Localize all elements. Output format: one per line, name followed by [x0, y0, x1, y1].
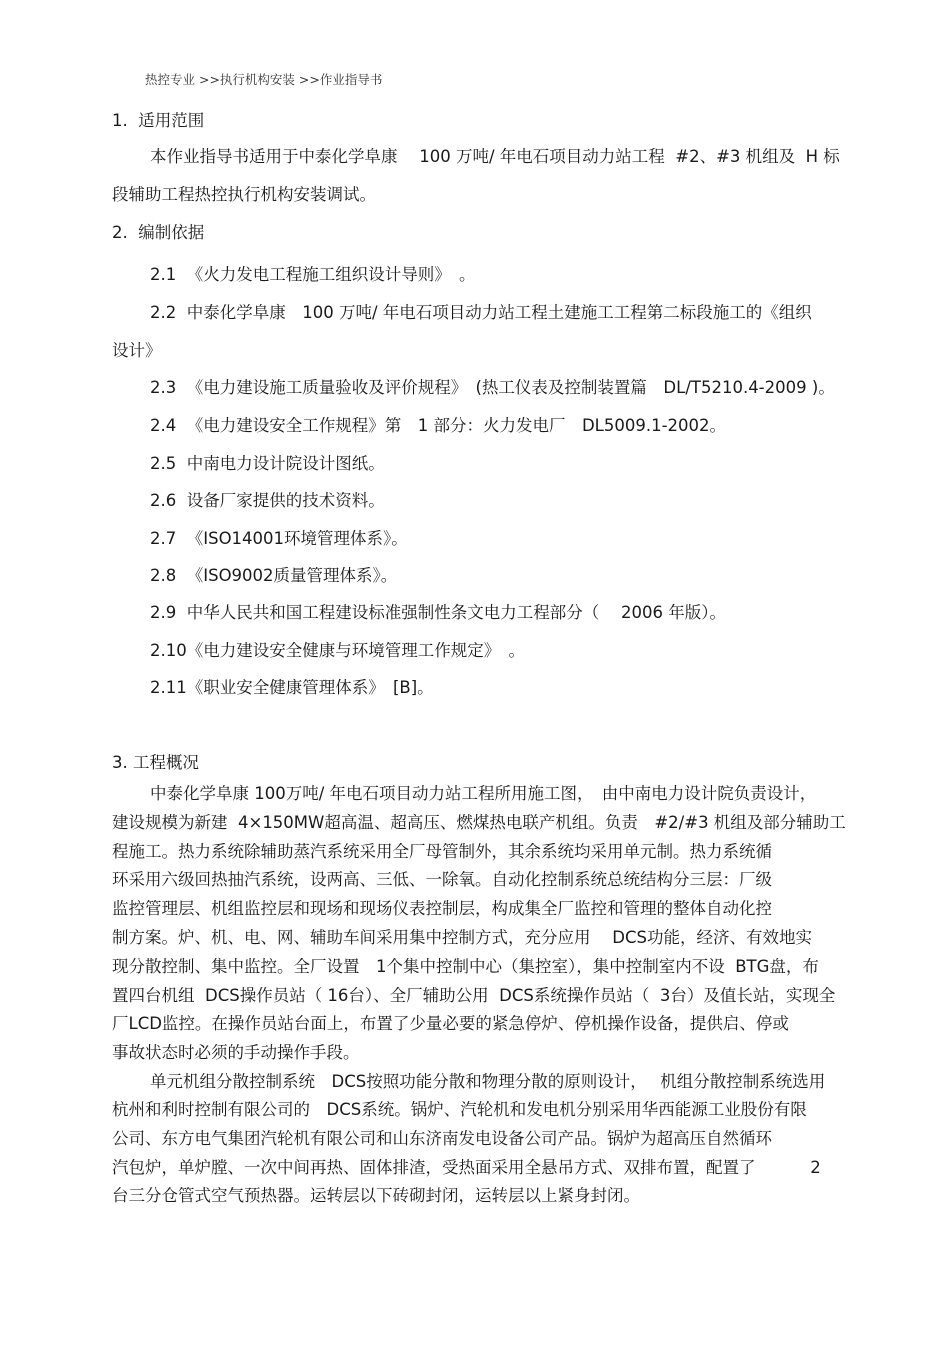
section-2-item: 2.5 中南电力设计院设计图纸。: [150, 454, 385, 473]
section-1-line-1: 本作业指导书适用于中泰化学阜康 100 万吨/ 年电石项目动力站工程 #2、#3 机组及 H 标: [150, 147, 840, 166]
section-3-para-1-line: 制方案。炉、机、电、网、辅助车间采用集中控制方式，充分应用 DCS功能，经济、有效地实: [112, 928, 812, 947]
section-3-para-1-line: 程施工。热力系统除辅助蒸汽系统采用全厂母管制外，其余系统均采用单元制。热力系统循: [112, 842, 772, 861]
section-3-para-2-line: 单元机组分散控制系统 DCS按照功能分散和物理分散的原则设计， 机组分散控制系统选用: [150, 1072, 826, 1091]
section-3-para-1-line: 置四台机组 DCS操作员站（ 16台）、全厂辅助公用 DCS系统操作员站（ 3台）及值长站，实现全: [112, 986, 836, 1005]
section-3-para-1-line: 监控管理层、机组监控层和现场和现场仪表控制层，构成集全厂监控和管理的整体自动化控: [112, 899, 772, 918]
section-3-para-2-line: 杭州和利时控制有限公司的 DCS系统。锅炉、汽轮机和发电机分别采用华西能源工业股份有限: [112, 1100, 807, 1119]
section-2-item: 2.11《职业安全健康管理体系》 [B]。: [150, 678, 434, 697]
section-1-line-2: 段辅助工程热控执行机构安装调试。: [112, 185, 376, 204]
section-3-para-1-line: 现分散控制、集中监控。全厂设置 1个集中控制中心（集控室），集中控制室内不设 BTG盘，布: [112, 957, 819, 976]
section-2-item: 2.6 设备厂家提供的技术资料。: [150, 491, 385, 510]
section-3-para-1-line: 建设规模为新建 4×150MW超高温、超高压、燃煤热电联产机组。负责 #2/#3 机组及部分辅助工: [112, 813, 846, 832]
section-3-para-2-line: 公司、东方电气集团汽轮机有限公司和山东济南发电设备公司产品。锅炉为超高压自然循环: [112, 1129, 772, 1148]
section-2-item: 2.4 《电力建设安全工作规程》第 1 部分：火力发电厂 DL5009.1-2002。: [150, 416, 727, 435]
section-2-title: 2. 编制依据: [112, 223, 205, 242]
section-2-item: 2.9 中华人民共和国工程建设标准强制性条文电力工程部分（ 2006 年版）。: [150, 603, 726, 622]
section-3-para-2-line: 台三分仓管式空气预热器。运转层以下砖砌封闭，运转层以上紧身封闭。: [112, 1186, 640, 1205]
section-1-title: 1. 适用范围: [112, 111, 205, 130]
section-2-item: 设计》: [112, 341, 162, 360]
section-3-para-1-line: 厂LCD监控。在操作员站台面上，布置了少量必要的紧急停炉、停机操作设备，提供启、停或: [112, 1014, 789, 1033]
section-3-para-1-line: 事故状态时必须的手动操作手段。: [112, 1043, 360, 1062]
section-3-title: 3. 工程概况: [112, 753, 199, 772]
section-2-item: 2.3 《电力建设施工质量验收及评价规程》 (热工仪表及控制装置篇 DL/T5210.4-2009 )。: [150, 378, 835, 397]
section-2-item: 2.10《电力建设安全健康与环境管理工作规定》 。: [150, 641, 525, 660]
section-2-item: 2.2 中泰化学阜康 100 万吨/ 年电石项目动力站工程土建施工工程第二标段施工的《组织: [150, 303, 812, 322]
page-header: 热控专业 >>执行机构安装 >>作业指导书: [145, 72, 383, 87]
section-2-item: 2.1 《火力发电工程施工组织设计导则》 。: [150, 265, 476, 284]
section-3-para-2-line: 汽包炉，单炉膛、一次中间再热、固体排渣，受热面采用全悬吊方式、双排布置，配置了 2: [112, 1158, 821, 1177]
section-3-para-1-line: 环采用六级回热抽汽系统，设两高、三低、一除氧。自动化控制系统总统结构分三层：厂级: [112, 870, 772, 889]
section-2-item: 2.8 《ISO9002质量管理体系》。: [150, 566, 398, 585]
section-2-item: 2.7 《ISO14001环境管理体系》。: [150, 529, 408, 548]
section-3-para-1-line: 中泰化学阜康 100万吨/ 年电石项目动力站工程所用施工图， 由中南电力设计院负责设计，: [150, 784, 817, 803]
